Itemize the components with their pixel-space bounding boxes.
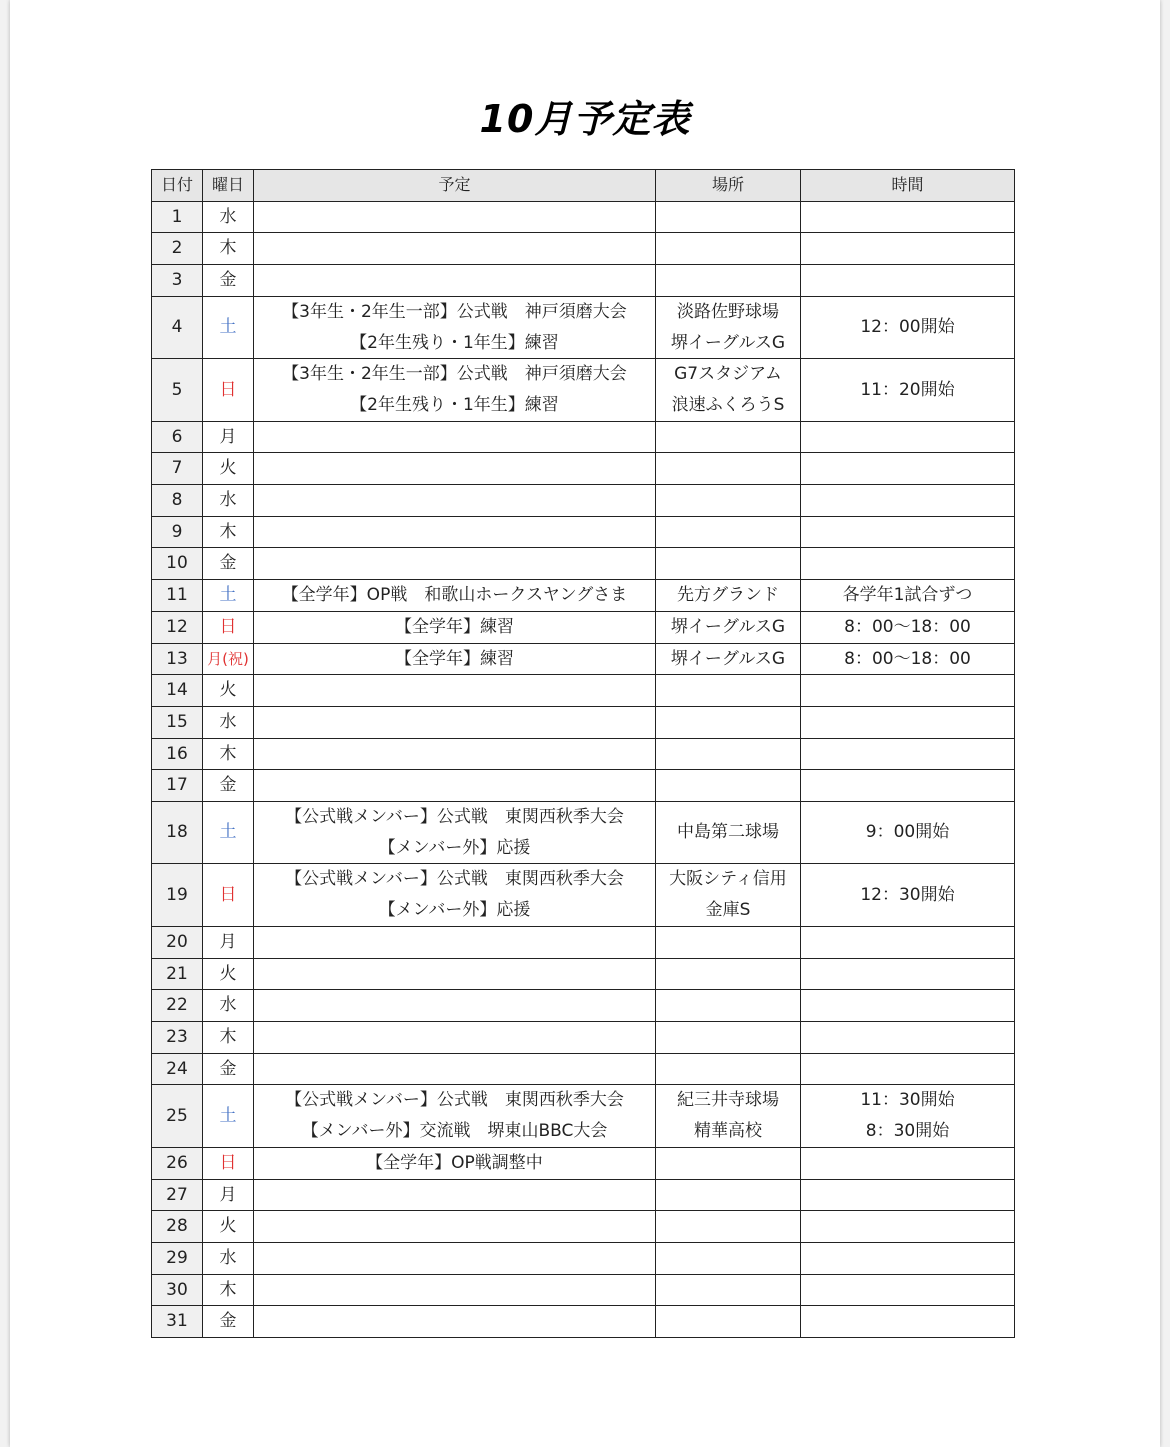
weekday-cell: 火 bbox=[203, 1211, 254, 1243]
time-cell bbox=[801, 675, 1015, 707]
table-row bbox=[152, 738, 1015, 770]
time-cell bbox=[801, 548, 1015, 580]
weekday-cell: 金 bbox=[203, 1306, 254, 1338]
plan-cell bbox=[254, 421, 656, 453]
date-cell: 8 bbox=[152, 485, 203, 517]
place-line: 金庫S bbox=[705, 900, 751, 921]
date-cell: 31 bbox=[152, 1306, 203, 1338]
time-cell bbox=[801, 201, 1015, 233]
place-cell bbox=[656, 485, 801, 517]
place-cell bbox=[656, 802, 801, 864]
table-row bbox=[152, 770, 1015, 802]
table-row bbox=[152, 643, 1015, 675]
place-line: 堺イーグルスG bbox=[670, 648, 786, 669]
place-cell bbox=[656, 958, 801, 990]
time-cell bbox=[801, 990, 1015, 1022]
table-row bbox=[152, 864, 1015, 926]
table-row bbox=[152, 990, 1015, 1022]
date-cell: 26 bbox=[152, 1147, 203, 1179]
time-cell bbox=[801, 1306, 1015, 1338]
weekday-cell: 金 bbox=[203, 548, 254, 580]
table-row bbox=[152, 359, 1015, 421]
plan-cell bbox=[254, 548, 656, 580]
header-plan: 予定 bbox=[254, 170, 656, 202]
weekday-cell: 火 bbox=[203, 453, 254, 485]
time-cell bbox=[801, 738, 1015, 770]
place-cell bbox=[656, 1242, 801, 1274]
weekday-cell: 金 bbox=[203, 770, 254, 802]
page-title: 10月予定表 bbox=[479, 97, 691, 141]
plan-cell bbox=[254, 802, 656, 864]
weekday-cell: 水 bbox=[203, 706, 254, 738]
place-cell bbox=[656, 1179, 801, 1211]
date-cell: 11 bbox=[152, 580, 203, 612]
schedule-table bbox=[151, 169, 1015, 1338]
table-row bbox=[152, 802, 1015, 864]
date-cell: 3 bbox=[152, 265, 203, 297]
weekday-cell: 土 bbox=[203, 1085, 254, 1147]
weekday-cell: 火 bbox=[203, 675, 254, 707]
place-cell bbox=[656, 1085, 801, 1147]
plan-line: 【2年生残り・1年生】練習 bbox=[350, 332, 559, 353]
plan-cell bbox=[254, 643, 656, 675]
place-cell bbox=[656, 421, 801, 453]
date-cell: 9 bbox=[152, 516, 203, 548]
weekday-cell: 木 bbox=[203, 1274, 254, 1306]
time-cell bbox=[801, 926, 1015, 958]
table-row bbox=[152, 485, 1015, 517]
table-row bbox=[152, 675, 1015, 707]
weekday-cell: 水 bbox=[203, 485, 254, 517]
time-cell bbox=[801, 1211, 1015, 1243]
plan-cell bbox=[254, 926, 656, 958]
table-row bbox=[152, 1021, 1015, 1053]
table-row bbox=[152, 421, 1015, 453]
place-cell bbox=[656, 296, 801, 358]
place-cell bbox=[656, 201, 801, 233]
place-cell bbox=[656, 580, 801, 612]
time-cell bbox=[801, 265, 1015, 297]
plan-cell bbox=[254, 1179, 656, 1211]
plan-line: 【全学年】OP戦 和歌山ホークスヤングさま bbox=[281, 585, 628, 606]
header-row bbox=[152, 170, 1015, 202]
time-line: 8：30開始 bbox=[865, 1121, 950, 1142]
date-cell: 5 bbox=[152, 359, 203, 421]
place-line: 大阪シティ信用 bbox=[669, 869, 787, 890]
plan-cell bbox=[254, 201, 656, 233]
plan-cell bbox=[254, 296, 656, 358]
place-cell bbox=[656, 1053, 801, 1085]
weekday-cell: 日 bbox=[203, 611, 254, 643]
plan-cell bbox=[254, 233, 656, 265]
date-cell: 6 bbox=[152, 421, 203, 453]
time-cell bbox=[801, 1085, 1015, 1147]
table-row bbox=[152, 1147, 1015, 1179]
place-cell bbox=[656, 864, 801, 926]
date-cell: 23 bbox=[152, 1021, 203, 1053]
plan-line: 【公式戦メンバー】公式戦 東関西秋季大会 bbox=[285, 807, 624, 828]
plan-cell bbox=[254, 1147, 656, 1179]
table-row bbox=[152, 1085, 1015, 1147]
weekday-cell: 日 bbox=[203, 359, 254, 421]
weekday-cell: 水 bbox=[203, 201, 254, 233]
table-row bbox=[152, 1179, 1015, 1211]
date-cell: 21 bbox=[152, 958, 203, 990]
date-cell: 27 bbox=[152, 1179, 203, 1211]
time-cell bbox=[801, 421, 1015, 453]
weekday-cell: 水 bbox=[203, 1242, 254, 1274]
plan-cell bbox=[254, 958, 656, 990]
weekday-cell: 月(祝) bbox=[203, 643, 254, 675]
time-line: 各学年1試合ずつ bbox=[842, 585, 973, 606]
table-row bbox=[152, 233, 1015, 265]
weekday-cell: 木 bbox=[203, 1021, 254, 1053]
weekday-cell: 土 bbox=[203, 802, 254, 864]
date-cell: 10 bbox=[152, 548, 203, 580]
place-cell bbox=[656, 1147, 801, 1179]
weekday-cell: 日 bbox=[203, 864, 254, 926]
plan-cell bbox=[254, 453, 656, 485]
plan-cell bbox=[254, 359, 656, 421]
place-cell bbox=[656, 548, 801, 580]
time-cell bbox=[801, 611, 1015, 643]
plan-cell bbox=[254, 1053, 656, 1085]
time-cell bbox=[801, 1242, 1015, 1274]
table-row bbox=[152, 926, 1015, 958]
date-cell: 18 bbox=[152, 802, 203, 864]
table-row bbox=[152, 516, 1015, 548]
weekday-cell: 木 bbox=[203, 233, 254, 265]
date-cell: 14 bbox=[152, 675, 203, 707]
plan-line: 【メンバー外】交流戦 堺東山BBC大会 bbox=[301, 1121, 608, 1142]
place-cell bbox=[656, 706, 801, 738]
plan-cell bbox=[254, 770, 656, 802]
plan-cell bbox=[254, 706, 656, 738]
place-cell bbox=[656, 643, 801, 675]
plan-cell bbox=[254, 1274, 656, 1306]
time-cell bbox=[801, 580, 1015, 612]
plan-cell bbox=[254, 1085, 656, 1147]
weekday-cell: 木 bbox=[203, 738, 254, 770]
table-row bbox=[152, 548, 1015, 580]
time-cell bbox=[801, 1053, 1015, 1085]
time-cell bbox=[801, 864, 1015, 926]
plan-cell bbox=[254, 1021, 656, 1053]
time-cell bbox=[801, 516, 1015, 548]
plan-cell bbox=[254, 864, 656, 926]
weekday-cell: 日 bbox=[203, 1147, 254, 1179]
table-row bbox=[152, 201, 1015, 233]
place-cell bbox=[656, 1306, 801, 1338]
time-cell bbox=[801, 296, 1015, 358]
weekday-cell: 月 bbox=[203, 421, 254, 453]
plan-cell bbox=[254, 485, 656, 517]
plan-cell bbox=[254, 265, 656, 297]
place-line: 先方グランド bbox=[677, 585, 779, 606]
place-line: 精華高校 bbox=[694, 1121, 762, 1142]
time-cell bbox=[801, 453, 1015, 485]
table-row bbox=[152, 706, 1015, 738]
place-cell bbox=[656, 990, 801, 1022]
place-cell bbox=[656, 453, 801, 485]
table-row bbox=[152, 1274, 1015, 1306]
time-cell bbox=[801, 1274, 1015, 1306]
date-cell: 28 bbox=[152, 1211, 203, 1243]
place-cell bbox=[656, 516, 801, 548]
time-cell bbox=[801, 643, 1015, 675]
time-line: 11：20開始 bbox=[860, 379, 955, 400]
weekday-cell: 月 bbox=[203, 926, 254, 958]
place-line: 堺イーグルスG bbox=[670, 616, 786, 637]
place-line: 堺イーグルスG bbox=[670, 332, 786, 353]
weekday-cell: 土 bbox=[203, 296, 254, 358]
date-cell: 12 bbox=[152, 611, 203, 643]
table-row bbox=[152, 1053, 1015, 1085]
plan-cell bbox=[254, 580, 656, 612]
date-cell: 29 bbox=[152, 1242, 203, 1274]
place-line: 中島第二球場 bbox=[677, 822, 779, 843]
plan-cell bbox=[254, 516, 656, 548]
place-line: 浪速ふくろうS bbox=[671, 394, 785, 415]
place-cell bbox=[656, 675, 801, 707]
time-cell bbox=[801, 233, 1015, 265]
place-line: 紀三井寺球場 bbox=[677, 1090, 779, 1111]
date-cell: 1 bbox=[152, 201, 203, 233]
date-cell: 15 bbox=[152, 706, 203, 738]
header-time: 時間 bbox=[801, 170, 1015, 202]
date-cell: 24 bbox=[152, 1053, 203, 1085]
date-cell: 16 bbox=[152, 738, 203, 770]
weekday-cell: 火 bbox=[203, 958, 254, 990]
weekday-cell: 土 bbox=[203, 580, 254, 612]
weekday-cell: 木 bbox=[203, 516, 254, 548]
table-row bbox=[152, 580, 1015, 612]
place-line: G7スタジアム bbox=[674, 364, 782, 385]
table-row bbox=[152, 611, 1015, 643]
place-cell bbox=[656, 611, 801, 643]
date-cell: 4 bbox=[152, 296, 203, 358]
plan-cell bbox=[254, 675, 656, 707]
place-cell bbox=[656, 926, 801, 958]
plan-line: 【3年生・2年生一部】公式戦 神戸須磨大会 bbox=[282, 364, 627, 385]
plan-line: 【3年生・2年生一部】公式戦 神戸須磨大会 bbox=[282, 301, 627, 322]
time-cell bbox=[801, 1147, 1015, 1179]
time-cell bbox=[801, 958, 1015, 990]
header-place: 場所 bbox=[656, 170, 801, 202]
time-line: 12：00開始 bbox=[860, 317, 955, 338]
table-row bbox=[152, 1242, 1015, 1274]
place-cell bbox=[656, 1211, 801, 1243]
plan-line: 【2年生残り・1年生】練習 bbox=[350, 394, 559, 415]
plan-cell bbox=[254, 1306, 656, 1338]
time-line: 8：00～18：00 bbox=[844, 616, 971, 637]
time-line: 9：00開始 bbox=[865, 822, 950, 843]
plan-cell bbox=[254, 611, 656, 643]
time-line: 12：30開始 bbox=[860, 884, 955, 905]
table-row bbox=[152, 453, 1015, 485]
plan-line: 【公式戦メンバー】公式戦 東関西秋季大会 bbox=[285, 1090, 624, 1111]
place-cell bbox=[656, 1021, 801, 1053]
place-line: 淡路佐野球場 bbox=[677, 301, 779, 322]
weekday-cell: 水 bbox=[203, 990, 254, 1022]
date-cell: 30 bbox=[152, 1274, 203, 1306]
date-cell: 13 bbox=[152, 643, 203, 675]
time-cell bbox=[801, 1021, 1015, 1053]
plan-line: 【全学年】OP戦調整中 bbox=[366, 1152, 543, 1173]
place-cell bbox=[656, 359, 801, 421]
table-row bbox=[152, 296, 1015, 358]
header-date: 日付 bbox=[152, 170, 203, 202]
weekday-cell: 月 bbox=[203, 1179, 254, 1211]
time-line: 8：00～18：00 bbox=[844, 648, 971, 669]
plan-line: 【全学年】練習 bbox=[395, 616, 514, 637]
place-cell bbox=[656, 1274, 801, 1306]
date-cell: 20 bbox=[152, 926, 203, 958]
plan-line: 【メンバー外】応援 bbox=[378, 900, 531, 921]
plan-cell bbox=[254, 990, 656, 1022]
time-cell bbox=[801, 802, 1015, 864]
time-cell bbox=[801, 359, 1015, 421]
date-cell: 17 bbox=[152, 770, 203, 802]
date-cell: 25 bbox=[152, 1085, 203, 1147]
table-row bbox=[152, 265, 1015, 297]
table-row bbox=[152, 958, 1015, 990]
date-cell: 7 bbox=[152, 453, 203, 485]
time-cell bbox=[801, 770, 1015, 802]
time-cell bbox=[801, 1179, 1015, 1211]
place-cell bbox=[656, 233, 801, 265]
time-line: 11：30開始 bbox=[860, 1090, 955, 1111]
plan-line: 【公式戦メンバー】公式戦 東関西秋季大会 bbox=[285, 869, 624, 890]
place-cell bbox=[656, 738, 801, 770]
plan-line: 【メンバー外】応援 bbox=[378, 837, 531, 858]
plan-cell bbox=[254, 738, 656, 770]
place-cell bbox=[656, 770, 801, 802]
time-cell bbox=[801, 485, 1015, 517]
date-cell: 22 bbox=[152, 990, 203, 1022]
date-cell: 2 bbox=[152, 233, 203, 265]
header-day: 曜日 bbox=[203, 170, 254, 202]
plan-line: 【全学年】練習 bbox=[395, 648, 514, 669]
weekday-cell: 金 bbox=[203, 265, 254, 297]
date-cell: 19 bbox=[152, 864, 203, 926]
time-cell bbox=[801, 706, 1015, 738]
plan-cell bbox=[254, 1242, 656, 1274]
plan-cell bbox=[254, 1211, 656, 1243]
weekday-cell: 金 bbox=[203, 1053, 254, 1085]
table-row bbox=[152, 1211, 1015, 1243]
table-row bbox=[152, 1306, 1015, 1338]
place-cell bbox=[656, 265, 801, 297]
